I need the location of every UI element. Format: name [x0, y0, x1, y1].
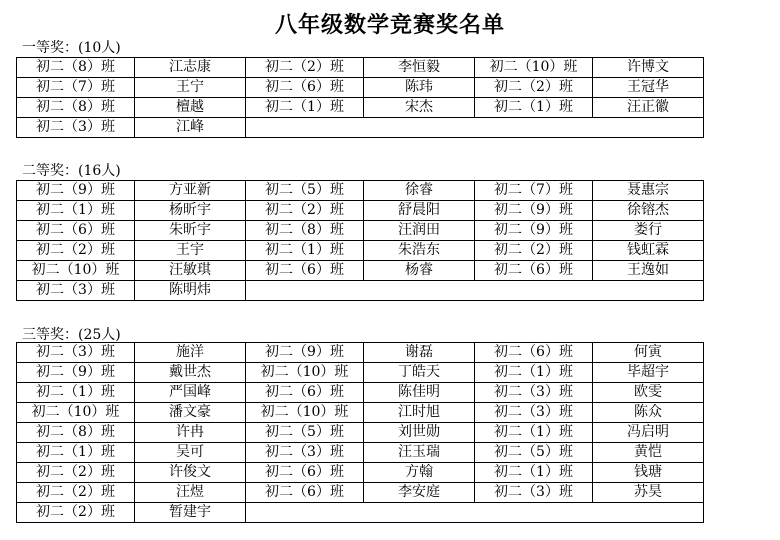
class-cell: 初二（10）班 — [17, 261, 135, 281]
class-cell: 初二（6）班 — [17, 221, 135, 241]
class-cell: 初二（5）班 — [475, 443, 593, 463]
table-row — [17, 241, 704, 261]
empty-cell — [246, 118, 704, 138]
third-prize-table — [16, 342, 704, 523]
class-cell: 初二（9）班 — [246, 343, 364, 363]
student-name-cell: 江志康 — [135, 58, 246, 78]
empty-cell — [246, 503, 704, 523]
class-cell: 初二（10）班 — [475, 58, 593, 78]
student-name-cell: 王宇 — [135, 241, 246, 261]
student-name-cell: 汪敏琪 — [135, 261, 246, 281]
empty-cell — [246, 281, 704, 301]
class-cell: 初二（1）班 — [475, 423, 593, 443]
table-row — [17, 221, 704, 241]
class-cell: 初二（7）班 — [17, 78, 135, 98]
class-cell: 初二（10）班 — [246, 363, 364, 383]
student-name-cell: 苏昊 — [593, 483, 704, 503]
class-cell: 初二（6）班 — [246, 78, 364, 98]
student-name-cell: 严国峰 — [135, 383, 246, 403]
student-name-cell: 聂惠宗 — [593, 181, 704, 201]
student-name-cell: 王逸如 — [593, 261, 704, 281]
class-cell: 初二（2）班 — [17, 483, 135, 503]
class-cell: 初二（2）班 — [17, 241, 135, 261]
student-name-cell: 陈佳明 — [364, 383, 475, 403]
table-row — [17, 463, 704, 483]
student-name-cell: 丁皓天 — [364, 363, 475, 383]
student-name-cell: 毕超宇 — [593, 363, 704, 383]
student-name-cell: 许冉 — [135, 423, 246, 443]
student-name-cell: 何寅 — [593, 343, 704, 363]
student-name-cell: 吴可 — [135, 443, 246, 463]
student-name-cell: 檀越 — [135, 98, 246, 118]
class-cell: 初二（3）班 — [17, 343, 135, 363]
class-cell: 初二（3）班 — [17, 281, 135, 301]
table-row — [17, 363, 704, 383]
student-name-cell: 江峰 — [135, 118, 246, 138]
student-name-cell: 钱虹霖 — [593, 241, 704, 261]
student-name-cell: 陈明炜 — [135, 281, 246, 301]
student-name-cell: 宋杰 — [364, 98, 475, 118]
student-name-cell: 暂建宇 — [135, 503, 246, 523]
table-row — [17, 98, 704, 118]
class-cell: 初二（1）班 — [17, 443, 135, 463]
student-name-cell: 徐镕杰 — [593, 201, 704, 221]
table-row — [17, 403, 704, 423]
class-cell: 初二（10）班 — [246, 403, 364, 423]
student-name-cell: 陈众 — [593, 403, 704, 423]
class-cell: 初二（2）班 — [17, 463, 135, 483]
table-row — [17, 383, 704, 403]
student-name-cell: 朱浩东 — [364, 241, 475, 261]
class-cell: 初二（1）班 — [246, 241, 364, 261]
student-name-cell: 李恒毅 — [364, 58, 475, 78]
student-name-cell: 汪正徽 — [593, 98, 704, 118]
student-name-cell: 钱瑭 — [593, 463, 704, 483]
class-cell: 初二（3）班 — [17, 118, 135, 138]
student-name-cell: 李安庭 — [364, 483, 475, 503]
class-cell: 初二（9）班 — [475, 221, 593, 241]
class-cell: 初二（2）班 — [475, 241, 593, 261]
class-cell: 初二（9）班 — [475, 201, 593, 221]
class-cell: 初二（9）班 — [17, 181, 135, 201]
class-cell: 初二（6）班 — [246, 483, 364, 503]
student-name-cell: 舒晨阳 — [364, 201, 475, 221]
student-name-cell: 许俊文 — [135, 463, 246, 483]
student-name-cell: 黄恺 — [593, 443, 704, 463]
student-name-cell: 杨睿 — [364, 261, 475, 281]
student-name-cell: 江时旭 — [364, 403, 475, 423]
class-cell: 初二（2）班 — [246, 201, 364, 221]
table-row — [17, 261, 704, 281]
student-name-cell: 汪玉瑞 — [364, 443, 475, 463]
page-title: 八年级数学竞赛奖名单 — [274, 12, 505, 38]
class-cell: 初二（6）班 — [475, 261, 593, 281]
section-label-first-prize: 一等奖：(10人) — [22, 40, 121, 56]
table-row — [17, 78, 704, 98]
class-cell: 初二（5）班 — [246, 423, 364, 443]
class-cell: 初二（1）班 — [475, 363, 593, 383]
class-cell: 初二（3）班 — [246, 443, 364, 463]
student-name-cell: 施洋 — [135, 343, 246, 363]
class-cell: 初二（1）班 — [17, 201, 135, 221]
class-cell: 初二（10）班 — [17, 403, 135, 423]
class-cell: 初二（3）班 — [475, 483, 593, 503]
student-name-cell: 方亚新 — [135, 181, 246, 201]
student-name-cell: 许博文 — [593, 58, 704, 78]
student-name-cell: 刘世勋 — [364, 423, 475, 443]
class-cell: 初二（6）班 — [475, 343, 593, 363]
student-name-cell: 戴世杰 — [135, 363, 246, 383]
class-cell: 初二（3）班 — [475, 403, 593, 423]
section-label-third-prize: 三等奖：(25人) — [22, 327, 121, 343]
student-name-cell: 汪润田 — [364, 221, 475, 241]
student-name-cell: 王冠华 — [593, 78, 704, 98]
student-name-cell: 杨昕宇 — [135, 201, 246, 221]
student-name-cell: 汪煜 — [135, 483, 246, 503]
class-cell: 初二（8）班 — [17, 58, 135, 78]
table-row — [17, 483, 704, 503]
class-cell: 初二（2）班 — [17, 503, 135, 523]
second-prize-table — [16, 180, 704, 301]
student-name-cell: 徐睿 — [364, 181, 475, 201]
table-row — [17, 503, 704, 523]
class-cell: 初二（6）班 — [246, 383, 364, 403]
class-cell: 初二（2）班 — [246, 58, 364, 78]
class-cell: 初二（6）班 — [246, 463, 364, 483]
class-cell: 初二（2）班 — [475, 78, 593, 98]
class-cell: 初二（1）班 — [475, 463, 593, 483]
student-name-cell: 方翰 — [364, 463, 475, 483]
class-cell: 初二（1）班 — [246, 98, 364, 118]
first-prize-table — [16, 57, 704, 138]
student-name-cell: 陈玮 — [364, 78, 475, 98]
class-cell: 初二（8）班 — [17, 98, 135, 118]
table-row — [17, 281, 704, 301]
table-row — [17, 443, 704, 463]
class-cell: 初二（6）班 — [246, 261, 364, 281]
class-cell: 初二（8）班 — [246, 221, 364, 241]
table-row — [17, 181, 704, 201]
class-cell: 初二（5）班 — [246, 181, 364, 201]
student-name-cell: 娄行 — [593, 221, 704, 241]
student-name-cell: 冯启明 — [593, 423, 704, 443]
class-cell: 初二（1）班 — [17, 383, 135, 403]
table-row — [17, 343, 704, 363]
class-cell: 初二（1）班 — [475, 98, 593, 118]
student-name-cell: 朱昕宇 — [135, 221, 246, 241]
table-row — [17, 118, 704, 138]
student-name-cell: 王宁 — [135, 78, 246, 98]
table-row — [17, 58, 704, 78]
section-label-second-prize: 二等奖：(16人) — [22, 163, 121, 179]
class-cell: 初二（8）班 — [17, 423, 135, 443]
student-name-cell: 欧雯 — [593, 383, 704, 403]
table-row — [17, 423, 704, 443]
class-cell: 初二（3）班 — [475, 383, 593, 403]
student-name-cell: 潘文豪 — [135, 403, 246, 423]
student-name-cell: 谢磊 — [364, 343, 475, 363]
class-cell: 初二（7）班 — [475, 181, 593, 201]
class-cell: 初二（9）班 — [17, 363, 135, 383]
table-row — [17, 201, 704, 221]
